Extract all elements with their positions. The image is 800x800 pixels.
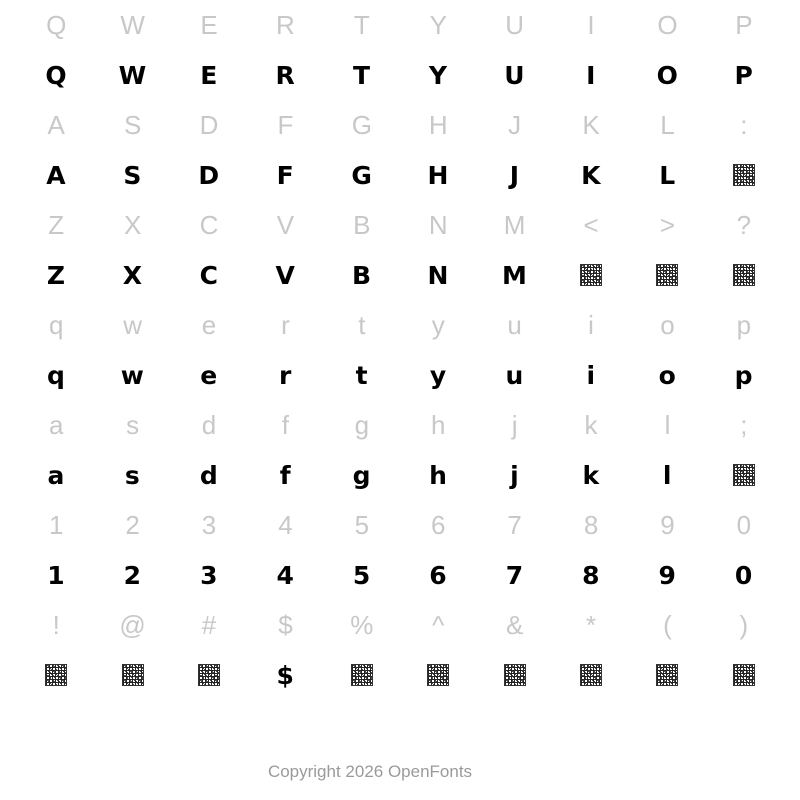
reference-character: j	[511, 410, 518, 440]
noise-block-icon	[122, 664, 144, 686]
footer	[0, 762, 800, 782]
specimen-character: k	[582, 460, 600, 490]
glyph-row	[18, 350, 782, 400]
reference-character: s	[126, 410, 140, 440]
specimen-character: O	[656, 60, 679, 90]
reference-character: @	[119, 610, 146, 640]
reference-character: P	[735, 10, 753, 40]
reference-character: O	[657, 10, 678, 40]
reference-character: 4	[278, 510, 293, 540]
specimen-character: W	[118, 60, 147, 90]
specimen-character: S	[123, 160, 142, 190]
copyright-text: Copyright 2026 OpenFonts	[267, 762, 473, 781]
noise-block-icon	[427, 664, 449, 686]
specimen-character: X	[122, 260, 143, 290]
reference-character: G	[351, 110, 372, 140]
reference-character: A	[47, 110, 65, 140]
reference-character: h	[431, 410, 446, 440]
missing-glyph-block	[94, 664, 170, 686]
reference-character: ^	[432, 610, 445, 640]
reference-row	[18, 200, 782, 250]
glyph-row	[18, 550, 782, 600]
specimen-character: E	[200, 60, 218, 90]
missing-glyph-block	[400, 664, 476, 686]
reference-character: q	[48, 310, 64, 340]
reference-character: W	[120, 10, 145, 40]
specimen-character: Z	[46, 260, 66, 290]
reference-character: 9	[660, 510, 675, 540]
reference-character: 6	[431, 510, 446, 540]
noise-block-icon	[733, 264, 755, 286]
reference-character: M	[503, 210, 526, 240]
specimen-character: R	[275, 60, 296, 90]
reference-character: Q	[46, 10, 67, 40]
specimen-character: F	[276, 160, 295, 190]
reference-character: B	[353, 210, 371, 240]
specimen-character: o	[658, 360, 677, 390]
noise-block-icon	[733, 464, 755, 486]
reference-character: 0	[736, 510, 752, 540]
reference-character: *	[585, 610, 597, 640]
missing-glyph-block	[629, 264, 705, 286]
missing-glyph-block	[553, 264, 629, 286]
reference-character: g	[354, 410, 370, 440]
specimen-character: y	[429, 360, 447, 390]
specimen-character: T	[353, 60, 371, 90]
specimen-character: Y	[428, 60, 448, 90]
specimen-character: 2	[123, 560, 142, 590]
reference-character: 8	[583, 510, 599, 540]
specimen-character: D	[198, 160, 220, 190]
specimen-character: 7	[505, 560, 524, 590]
specimen-character: A	[46, 160, 67, 190]
specimen-character: N	[427, 260, 449, 290]
specimen-character: s	[124, 460, 141, 490]
reference-character: Z	[48, 210, 65, 240]
missing-glyph-block	[324, 664, 400, 686]
reference-character: f	[281, 410, 290, 440]
reference-character: :	[740, 110, 748, 140]
specimen-character: G	[351, 160, 373, 190]
reference-character: R	[276, 10, 295, 40]
specimen-character: t	[355, 360, 369, 390]
reference-character: e	[201, 310, 217, 340]
missing-glyph-block	[18, 664, 94, 686]
glyph-row	[18, 450, 782, 500]
specimen-character: 3	[200, 560, 218, 590]
reference-character: i	[588, 310, 594, 340]
specimen-character: f	[279, 460, 292, 490]
reference-character: p	[736, 310, 752, 340]
specimen-character: V	[275, 260, 296, 290]
reference-character: C	[199, 210, 219, 240]
noise-block-icon	[656, 264, 678, 286]
glyph-row	[18, 250, 782, 300]
reference-character: S	[123, 110, 142, 140]
specimen-character: 0	[734, 560, 753, 590]
specimen-character: g	[352, 460, 372, 490]
reference-character: %	[350, 610, 374, 640]
specimen-character: w	[120, 360, 145, 390]
reference-character: Y	[429, 10, 447, 40]
specimen-character: 8	[582, 560, 600, 590]
reference-row	[18, 0, 782, 50]
reference-character: H	[428, 110, 448, 140]
reference-character: l	[664, 410, 671, 440]
noise-block-icon	[733, 164, 755, 186]
specimen-character: K	[581, 160, 601, 190]
specimen-character: j	[510, 460, 520, 490]
reference-row	[18, 400, 782, 450]
missing-glyph-block	[706, 164, 782, 186]
missing-glyph-block	[706, 264, 782, 286]
noise-block-icon	[504, 664, 526, 686]
reference-character: #	[201, 610, 217, 640]
reference-character: >	[659, 210, 676, 240]
specimen-character: B	[352, 260, 372, 290]
specimen-character: 4	[276, 560, 295, 590]
noise-block-icon	[45, 664, 67, 686]
reference-character: V	[276, 210, 295, 240]
specimen-character: u	[505, 360, 524, 390]
reference-character: 5	[354, 510, 370, 540]
reference-character: <	[583, 210, 599, 240]
reference-character: $	[278, 610, 293, 640]
reference-character: w	[123, 310, 142, 340]
reference-character: T	[353, 10, 370, 40]
specimen-character: L	[659, 160, 676, 190]
missing-glyph-block	[476, 664, 552, 686]
reference-character: o	[660, 310, 675, 340]
specimen-character: l	[662, 460, 672, 490]
reference-character: 1	[48, 510, 64, 540]
specimen-character: P	[734, 60, 754, 90]
reference-character: 2	[125, 510, 140, 540]
reference-character: r	[281, 310, 290, 340]
missing-glyph-block	[171, 664, 247, 686]
specimen-character: H	[427, 160, 449, 190]
glyph-row	[18, 650, 782, 700]
glyph-row	[18, 150, 782, 200]
specimen-character: e	[200, 360, 218, 390]
specimen-character: $	[276, 660, 295, 690]
reference-character: d	[201, 410, 217, 440]
specimen-character: J	[509, 160, 520, 190]
noise-block-icon	[656, 664, 678, 686]
reference-character: &	[505, 610, 524, 640]
specimen-character: q	[47, 360, 66, 390]
reference-character: F	[277, 110, 294, 140]
reference-character: y	[431, 310, 445, 340]
noise-block-icon	[580, 264, 602, 286]
reference-character: E	[200, 10, 218, 40]
reference-character: L	[660, 110, 675, 140]
specimen-character: I	[586, 60, 596, 90]
specimen-character: M	[501, 260, 528, 290]
reference-character: I	[587, 10, 595, 40]
noise-block-icon	[580, 664, 602, 686]
noise-block-icon	[733, 664, 755, 686]
reference-character: J	[508, 110, 522, 140]
specimen-character: U	[504, 60, 526, 90]
specimen-character: Q	[45, 60, 68, 90]
specimen-character: d	[199, 460, 219, 490]
missing-glyph-block	[706, 664, 782, 686]
glyph-row	[18, 50, 782, 100]
reference-character: X	[123, 210, 142, 240]
specimen-character: h	[429, 460, 448, 490]
reference-row	[18, 300, 782, 350]
reference-character: t	[358, 310, 366, 340]
reference-row	[18, 600, 782, 650]
specimen-character: 1	[47, 560, 66, 590]
specimen-character: r	[279, 360, 292, 390]
specimen-character: i	[586, 360, 596, 390]
reference-character: a	[48, 410, 64, 440]
reference-character: k	[584, 410, 598, 440]
reference-character: 7	[507, 510, 522, 540]
missing-glyph-block	[553, 664, 629, 686]
reference-row	[18, 100, 782, 150]
noise-block-icon	[198, 664, 220, 686]
reference-character: !	[52, 610, 60, 640]
specimen-character: C	[199, 260, 219, 290]
specimen-character: a	[47, 460, 65, 490]
reference-character: D	[199, 110, 219, 140]
reference-character: ;	[740, 410, 748, 440]
specimen-character: p	[734, 360, 754, 390]
reference-character: (	[663, 610, 672, 640]
specimen-character: 9	[658, 560, 677, 590]
missing-glyph-block	[629, 664, 705, 686]
reference-row	[18, 500, 782, 550]
reference-character: K	[582, 110, 600, 140]
reference-character: N	[428, 210, 448, 240]
reference-character: u	[507, 310, 522, 340]
reference-character: 3	[201, 510, 217, 540]
reference-character: )	[739, 610, 749, 640]
specimen-character: 5	[352, 560, 371, 590]
reference-character: ?	[736, 210, 752, 240]
missing-glyph-block	[706, 464, 782, 486]
specimen-character: 6	[429, 560, 448, 590]
reference-character: U	[505, 10, 525, 40]
noise-block-icon	[351, 664, 373, 686]
